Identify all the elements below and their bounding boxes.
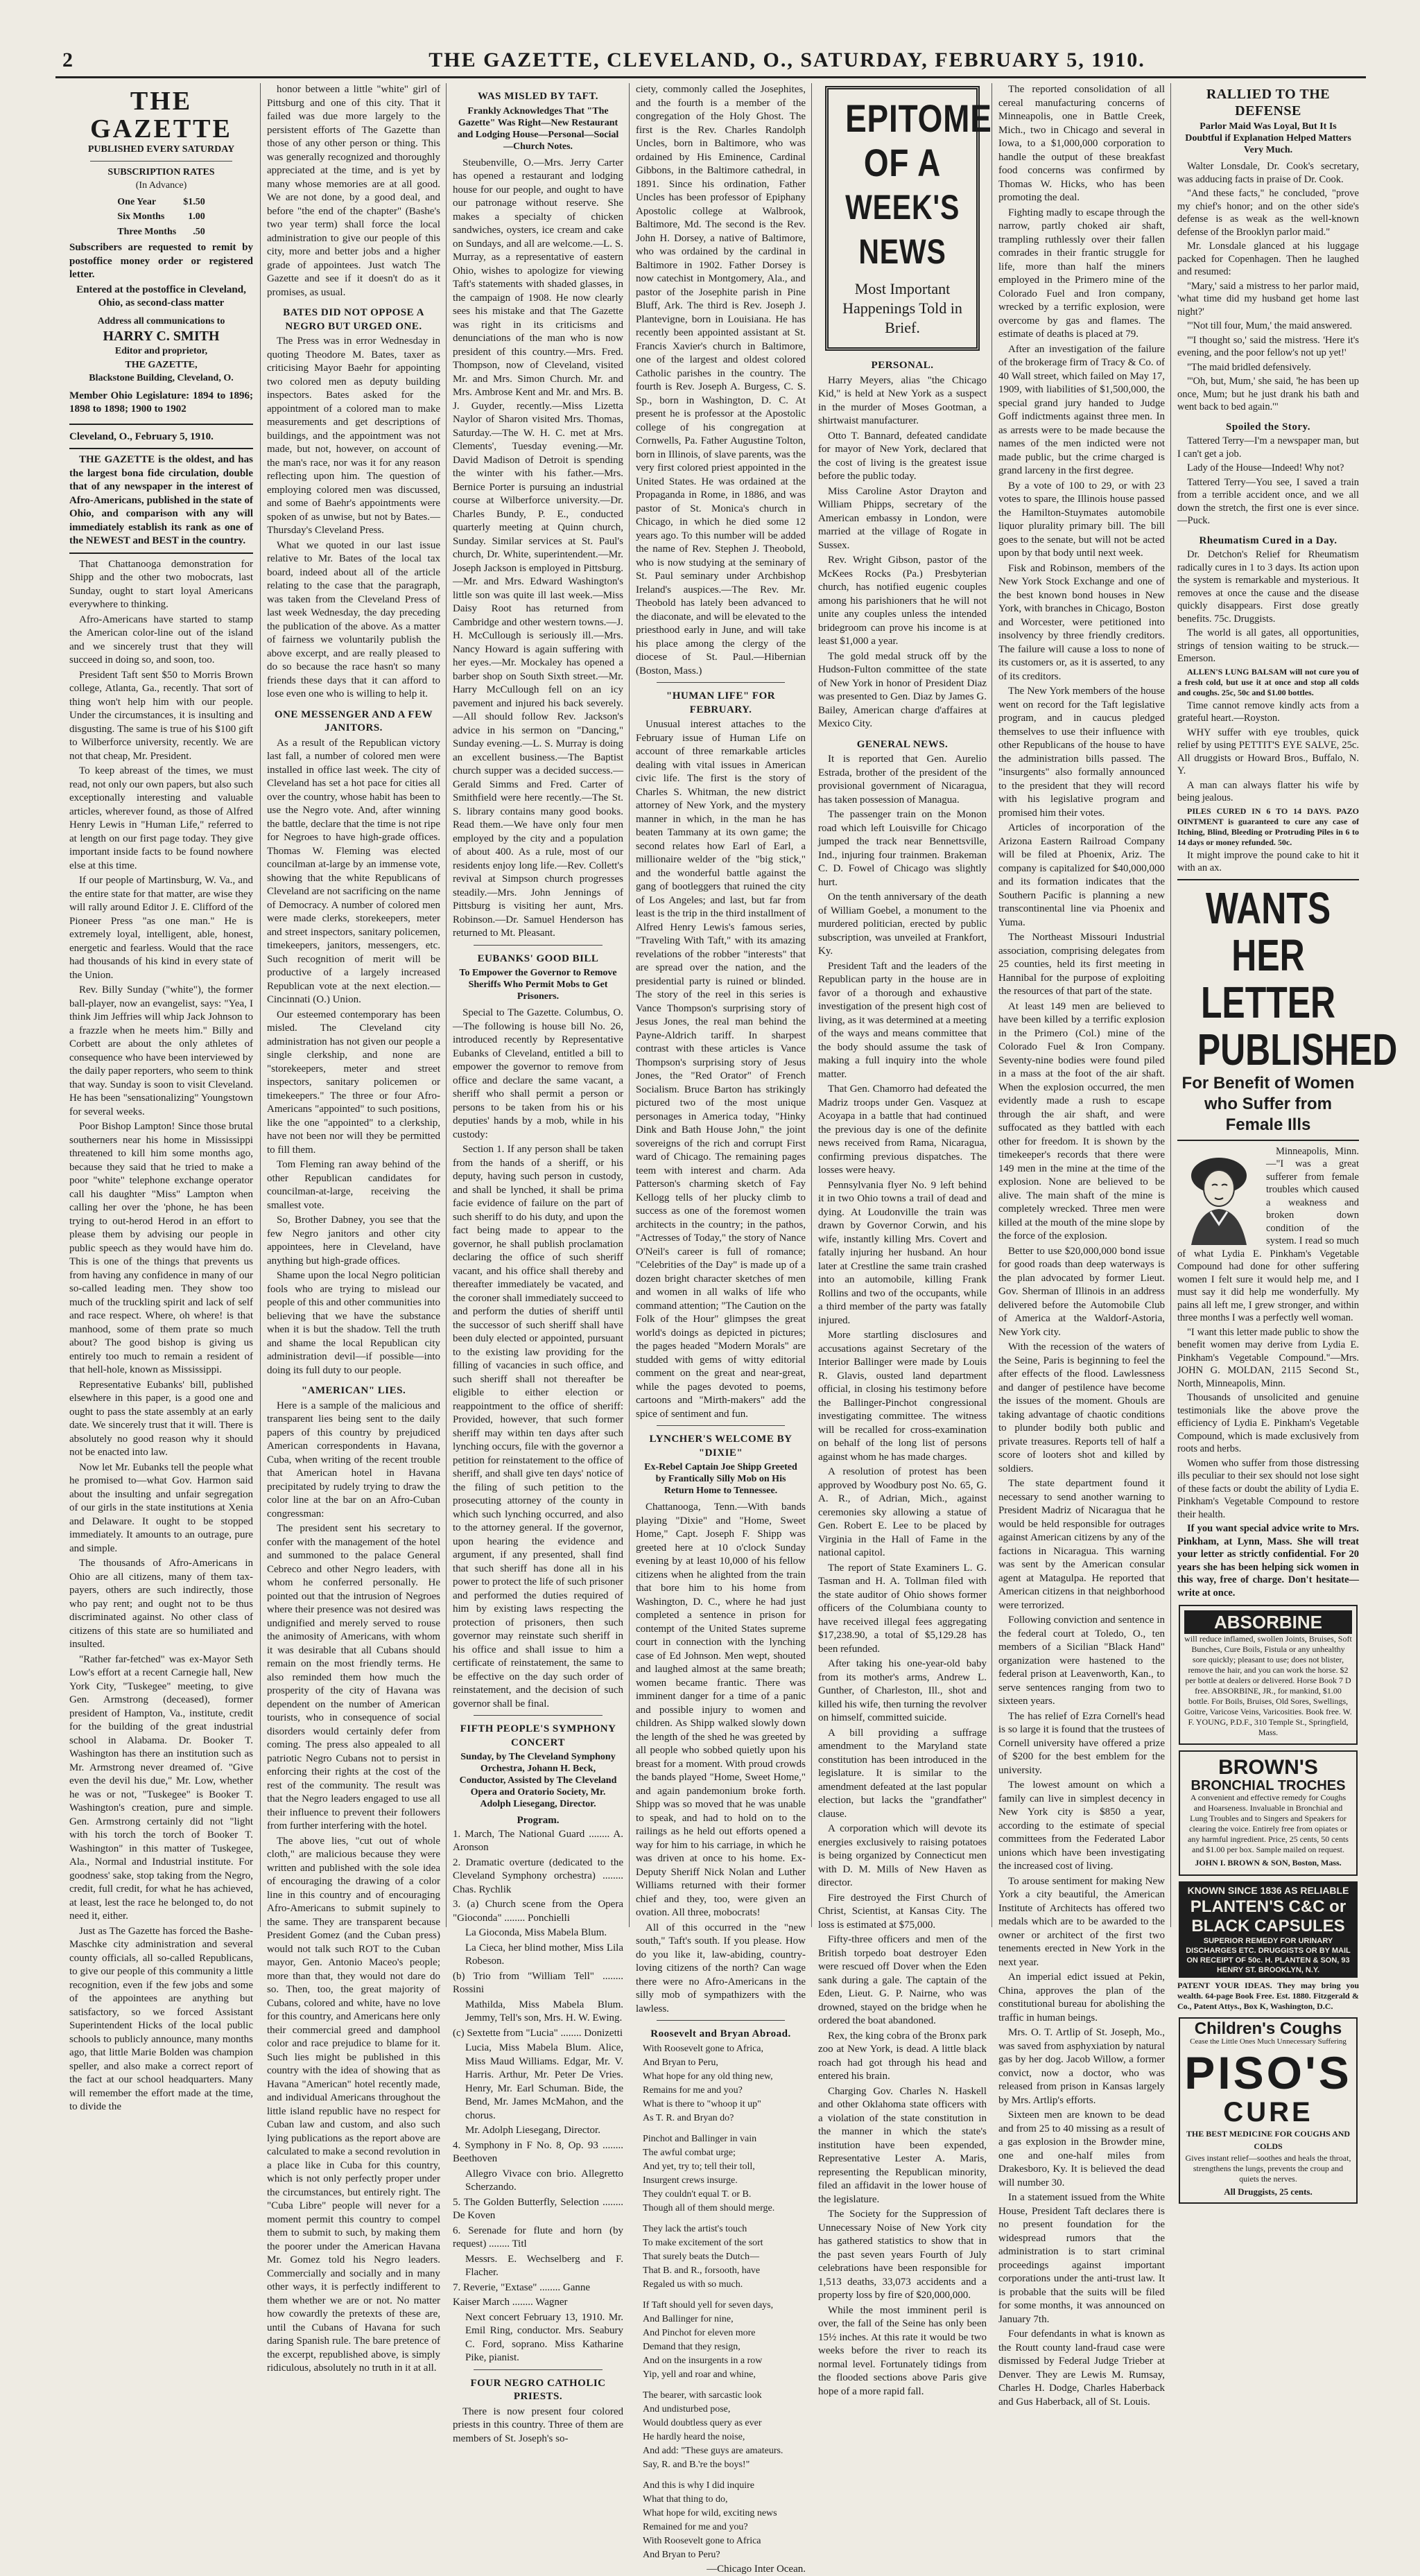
news-item: The state department found it necessary to send another warning to President Madriz of Nicaragua that he would be held responsible for outrages against American citizens by any of the factions in Nicaragua. This warning was sent by the American consular agent at Matagulpa. He reported that American citizens in that neighborhood were terrorized.: [998, 1477, 1165, 1612]
news-item: The Society for the Suppression of Unnecessary Noise of New York city has gathered statistics to show that in the past seven years Fourth of July celebrations have been responsible for 1,513 deaths, 33,073 accidents and a property loss by fire of $20,000,000.: [818, 2208, 987, 2303]
story-paragraph: Lady of the House—Indeed! Why not?: [1177, 462, 1359, 475]
news-item: Fire destroyed the First Church of Christ, Scientist, at Kansas City. The loss is estimated at $75,000.: [818, 1892, 987, 1933]
news-item: That Gen. Chamorro had defeated the Madriz troops under Gen. Vasquez at Acoyapa in a battle that had continued the previous day is one of the definite news received from Rama, Nicaragua, confirming previous dispatches. The losses were heavy.: [818, 1083, 987, 1178]
piso-price: All Druggists, 25 cents.: [1184, 2186, 1352, 2199]
epitome-of-a: OF A: [845, 141, 960, 185]
article-paragraph: honor between a little "white" girl of Pittsburg and one of this city. That it failed was due more largely to the persistent efforts of The Gazette than those of any other person or thing. This was generally recognized and thoroughly appreciated at the time, and is yet by many whose memories are at all good. We are not done, by a good deal, and before "the end of the chapter" (Bashe's two year term) shall force the local administration to give our people of this city, more and better jobs and a higher grade of appointees. Just watch The Gazette and see if it doesn't do as it promises, as usual.: [267, 83, 440, 299]
paper-name: THE GAZETTE: [69, 87, 253, 143]
subheadline: To Empower the Governor to Remove Sheriffs Who Permit Mobs to Get Prisoners.: [457, 967, 619, 1002]
program-item: 3. (a) Church scene from the Opera "Gioconda" ........ Ponchielli: [453, 1898, 623, 1925]
editorial-paragraph: If our people of Martinsburg, W. Va., and the entire state for that matter, are wise they will rally around Editor J. E. Clifford of the Pioneer Press "as one man." He is extremely loyal, intelligent, able, honest, energetic and fearless. Would that the race had thousands of his kind in every state of the Union.: [69, 874, 253, 982]
children-note: Cease the Little Ones Much Unnecessary Suffering: [1184, 2035, 1352, 2048]
poem-line: And add: "These guys are amateurs.: [643, 2445, 806, 2457]
program-item: 7. Reverie, "Extase" ........ Ganne: [453, 2281, 623, 2295]
poem-line: That B. and R., forsooth, have: [643, 2265, 806, 2277]
ad-headline: PUBLISHED: [1197, 1026, 1339, 1073]
news-item: The has relief of Ezra Cornell's head is so large it is found that the trustees of Cornell university have offered a prize of $200 for the best emblem for the university.: [998, 1710, 1165, 1778]
headline: Spoiled the Story.: [1177, 421, 1359, 434]
ad-paragraph: Dr. Detchon's Relief for Rheumatism radically cures in 1 to 3 days. Its action upon the system is remarkable and mysterious. It removes at once the cause and the disease quickly disappears. First dose greatly benefits. 75c. Druggists.: [1177, 548, 1359, 625]
headline: LYNCHER'S WELCOME BY "DIXIE": [636, 1433, 806, 1460]
rates-table: [113, 194, 209, 241]
article-paragraph: Shame upon the local Negro politician fools who are trying to mislead our people of this and other communities into believing that we have the substance when it is but the shadow. Tell the truth and shame the local Republican city administration devil—if possible—into doing its full duty to our people.: [267, 1269, 440, 1377]
poem-line: With Roosevelt gone to Africa: [643, 2535, 806, 2548]
entered-note: Entered at the postoffice in Cleveland, Ohio, as second-class matter: [69, 284, 253, 311]
dateline: Cleveland, O., February 5, 1910.: [69, 430, 253, 444]
news-item: To arouse sentiment for making New York a city beautiful, the American Institute of Architects has offered two medals which are to be awarded to the owner or architect of the first two tenements erected in New York in the next year.: [998, 1875, 1165, 1970]
news-item: A resolution of protest has been approved by Woodbury post No. 65, G. A. R., of Adrian, Mich., against ceremonies sky allowing a statue of Gen. Robert E. Lee to be placed by Virginia in the Hall of Fame in the national capitol.: [818, 1465, 987, 1560]
headline: Rheumatism Cured in a Day.: [1177, 534, 1359, 548]
quip-paragraph: A man can always flatter his wife by being jealous.: [1177, 779, 1359, 805]
article-paragraph: The president sent his secretary to confer with the management of the hotel and summoned to the palace General Cebreco and other Negro leaders, with whom he conferred personally. He pointed out that the intrusion of Negroes where their presence was not desired was undignified and merely served to rouse the animosity of Americans, with whom it was desirable that all Cubans should remain on the most friendly terms. He also reminded them how much the prosperity of the city of Havana was dependent on the number of American tourists, who in consequence of social disorders would certainly defer from coming. The press also appealed to all patriotic Negro Cubans not to persist in enforcing their rights at the cost of the rest of the community. The result was that the Negro leaders engaged to use all their influence to prevent their followers from further interfering with the hotel.: [267, 1522, 440, 1834]
program-item: 1. March, The National Guard ........ A. Aronson: [453, 1828, 623, 1855]
balsam-ad: ALLEN'S LUNG BALSAM will not cure you of a fresh cold, but use it at once and stop all colds and coughs. 25c, 50c and $1.00 bottles.: [1177, 667, 1359, 698]
article-paragraph: All of this occurred in the "new south," Taft's south. If you please. How do you like it, law-abiding, country-loving citizens of the north? Can wage there were no Afro-Americans in the silly mob of sympathizers with the lawless.: [636, 1922, 806, 2017]
news-item: Mrs. O. T. Artlip of St. Joseph, Mo., was saved from asphyxiation by natural gas by her dog. Jacob Willow, a former convict, now a doctor, who was released from prison in Kansas largely by Mrs. Artlip's efforts.: [998, 2026, 1165, 2107]
browns-ad: [1179, 1750, 1358, 1876]
poem-line: To make excitement of the sort: [643, 2237, 806, 2249]
column-rule: [811, 83, 812, 1927]
poem-line: What hope for wild, exciting news: [643, 2507, 806, 2520]
paper-address: Blackstone Building, Cleveland, O.: [69, 372, 253, 385]
news-item: After an investigation of the failure of the brokerage firm of Tracy & Co. of 40 Wall street, which failed on May 17, 1909, with liabilities of $1,500,000, the special grand jury handed to Judge Goff indictments against three men. In as arrests were to be made because the names of the men indicted were not made public, but the crime charged is grand larceny in the first degree.: [998, 343, 1165, 478]
capsules-ad: [1179, 1881, 1358, 1978]
address-all: Address all communications to: [69, 315, 253, 329]
news-item: Charging Gov. Charles N. Haskell and other Oklahoma state officers with a violation of the state constitution in the manner in which the state's institution have been expended, Representative Lester A. Maris, representing the Republican minority, filed an affidavit in the lower house of the legislature.: [818, 2085, 987, 2207]
poem-title: Roosevelt and Bryan Abroad.: [636, 2028, 806, 2042]
story-paragraph: "Mary,' said a mistress to her parlor maid, 'what time did my husband get home last night?': [1177, 280, 1359, 319]
poem-line: And Bryan to Peru?: [643, 2549, 806, 2561]
quip-paragraph: It might improve the pound cake to hit it with an ax.: [1177, 849, 1359, 875]
news-item: With the recession of the waters of the Seine, Paris is beginning to feel the after effects of the flood. Lawlessness and danger of pestilence have become the issues of the moment. Ghouls are taking advantage of chaotic conditions to plunder bodily both public and private treasures. Reports tell of half a score of looters shot and killed by soldiers.: [998, 1341, 1165, 1476]
news-item: Pennsylvania flyer No. 9 left behind it in two Ohio towns a trail of dead and dying. At Loudonville the train was drawn by Governor Corwin, and his wife, instantly killing Mrs. Covert and fatally injuring her husband. An hour later at Crestline the same train crashed into an automobile, killing Frank Rollins and two of the occupants, while a third member of the party was fatally injured.: [818, 1179, 987, 1328]
poem-line: Would doubtless query as ever: [643, 2417, 806, 2430]
poem-line: And Bryan to Peru,: [643, 2057, 806, 2069]
editorial-paragraph: The thousands of Afro-Americans in Ohio are all citizens, many of them tax-payers, others are such indirectly, those who pay rent; and ought not to be thus discriminated against. No other class of citizens of this state are so humiliated and insulted.: [69, 1557, 253, 1652]
program-item: (b) Trio from "William Tell" ........ Rossini: [453, 1970, 623, 1997]
article-paragraph: Special to The Gazette. Columbus, O.—The following is house bill No. 26, introduced recently by Representative Eubanks of Cleveland, entitled a bill to empower the governor to remove from office and declare the same vacant, a sheriff who shall permit a person or persons to be taken from his or his deputies' hands by a mob, while in his custody:: [453, 1007, 623, 1142]
poem-line: And Ballinger for nine,: [643, 2313, 806, 2326]
editorial-paragraph: To keep abreast of the times, we must read, not only our own papers, but also such exceptionally interesting and valuable articles, wherever found, as those of Alfred Henry Lewis in "Human Life," referred to at length on our first page today. They give important inside facts to be found nowhere else at this time.: [69, 765, 253, 873]
piso-text: Gives instant relief—soothes and heals the throat, strengthens the lungs, prevents the croup and quiets the nerves.: [1184, 2153, 1352, 2184]
poem-line: [643, 2216, 806, 2222]
published-line: PUBLISHED EVERY SATURDAY: [69, 143, 253, 157]
column-2: [267, 83, 440, 1927]
editorial-paragraph: Poor Bishop Lampton! Since those brutal southerners near his home in Mississippi threatened to kill him some months ago, because they said that he tried to make a poor "white" telephone exchange operator call his daughter "Miss" Lampton when calling her over the 'phone, he has been trying to out-herod Herod in an effort to please them by advising our people in public speech as they would have him do. This is one of the things that prevents us from having any confidence in many of our so-called leading men. They show too much of the truckling spirit and lack of self and race respect. Where, oh where! is that manhood, some of them prate so much about? The good bishop is giving us entirely too much to remain a resident of that hell-hole, known as Mississippi.: [69, 1120, 253, 1377]
poem: [636, 2043, 806, 2561]
poem-line: They lack the artist's touch: [643, 2223, 806, 2236]
poem-line: [643, 2383, 806, 2388]
concert-program: [453, 1828, 623, 2365]
news-item: The Northeast Missouri Industrial association, comprising delegates from 25 counties, held its first meeting in Hannibal for the purpose of exploiting the resources of that part of the state.: [998, 931, 1165, 999]
article-paragraph: Section 1. If any person shall be taken from the hands of a sheriff, or his deputy, having such person in custody, and shall be lynched, it shall be prima facie evidence of failure on the part of such sheriff to do his duty, and upon the fact being made to appear to the governor, he shall publish proclamation declaring the office of such sheriff vacant, and his office shall thereby and thereafter immediately be vacated, and the coroner shall immediately succeed to and perform the duties of sheriff until the successor of such sheriff shall have been duly elected or appointed, pursuant to the existing law providing for the filling of vacancies in such office, and such sheriff shall not thereafter be eligible to either election or reappointment to the office of sheriff: Provided, however, that such former sheriff may within ten days after such lynching occurs, file with the governor a petition for reinstatement to the office of sheriff, and shall give ten days' notice of the filing of such petition to the prosecuting attorney of the county in which such lynching occurred, and also to the attorney general. If the governor, upon hearing the evidence and argument, if any presented, shall find that such sheriff has done all in his power to protect the life of such prisoner and performed the duties required of him by existing laws respecting the protection of prisoners, then such governor may reinstate such sheriff in his office and shall issue to him a certificate of reinstatement, the same to be effective on the day such order of reinstatement, and the decision of such governor shall be final.: [453, 1143, 623, 1711]
news-item: A corporation which will devote its energies exclusively to raising potatoes is being organized by Connecticut men with D. M. Mills of New Haven as director.: [818, 1822, 987, 1890]
piso-ad: [1179, 2017, 1358, 2204]
program-item: La Gioconda, Miss Mabela Blum.: [453, 1926, 623, 1940]
poem-line: What that thing to do,: [643, 2494, 806, 2506]
headline: "HUMAN LIFE" FOR FEBRUARY.: [636, 690, 806, 717]
story-paragraph: "'Not till four, Mum,' the maid answered.: [1177, 320, 1359, 333]
article-paragraph: Our esteemed contemporary has been misled. The Cleveland city administration has not given our people a single clerkship, and none are "storekeepers, meter and street inspectors, sanitary policemen or timekeepers." The three or four Afro-Americans "appointed" to such positions, like the one "appointed" to a clerkship, have not been nor will they be permitted to fill them.: [267, 1009, 440, 1158]
column-1: [69, 83, 253, 1927]
poem-line: [643, 2292, 806, 2298]
subheadline: Frankly Acknowledges That "The Gazette" Was Right—New Restaurant and Lodging House—Personal—Social—Church Notes.: [457, 105, 619, 153]
poem-line: That surely beats the Dutch—: [643, 2251, 806, 2263]
article-paragraph: Steubenville, O.—Mrs. Jerry Carter has opened a restaurant and lodging house for our people, and ought to have our patronage without reserve. She makes a specialty of chicken sandwiches, oysters, ice cream and cake on Sundays, and all are welcome.—L. S. Murray, as a representative of eastern Ohio, wishes to apologize for viewing Taft's statements with shaded glasses, in the campaign of 1908. He now clearly sees his mistake and that The Gazette was right in its criticisms and denunciations of the man who is now president of this country.—Mrs. Fred. Thompson, now of Cleveland, visited Mr. and Mrs. Simon Church. Mr. and Mrs. Ambrose Kent and Mr. and Mrs. B. J. Guyder, recently.—Miss Lizetta Naylor of Sharon visited Mrs. Thomas, Saturday.—The W. H. C. met at Mrs. Clements', Tuesday evening.—Mr. David Madison of Detroit is spending the winter with his father.—Mrs. Bernice Porter is pursuing an industrial course at Wilberforce university.—Dr. Charles Bundy, P. E., conducted quarterly meeting at Quinn church, Sunday. Similar services at St. Paul's church, Dr. White, superintendent.—Mr. Joseph Jackson is employed in Pittsburg.—Mr. and Mrs. Edward Washington's little son was quite ill last week.—Miss Daisy Root has returned from Cambridge and other western towns.—J. H. McCullough is seriously ill.—Mrs. Nancy Howard is again suffering with her eyes.—Mr. Mockaley has opened a barber shop on South Sixth street.—Mr. Harry McCullough fell on an icy pavement and injured his back severely.—All should follow Rev. Jackson's advice in his sermon on "Dancing," Sunday evening.—L. S. Murray is doing an excellent business.—The Baptist church supper was a decided success.—Gerald Simms and Fred. Carter of Smithfield were here recently.—The St. S. library contains many good books. Read them.—We have only four men employed by the city and a population of about 400. As a rule, most of our residents enjoy long life.—Rev. Collett's revival at Simpson church progresses steadily.—Mrs. John Jennings of Pittsburg is visiting her aunt, Mrs. Robinson.—Dr. Samuel Henderson has returned to Mt. Pleasant.: [453, 157, 623, 941]
absorbine-text: will reduce inflamed, swollen Joints, Bruises, Soft Bunches, Cure Boils, Fistula or any unhealthy sore quickly; pleasant to use; does not blister, remove the hair, and you can work the horse. $2 per bottle at dealers or delivered. Horse Book 7 D free. ABSORBINE, JR., for mankind, $1.00 bottle. For Boils, Bruises, Old Sores, Swellings, Goitre, Varicose Veins, Varicosities. Book free. W. F. YOUNG, P.D.F., 310 Temple St., Springfield, Mass.: [1184, 1634, 1352, 1738]
news-item: A bill providing a suffrage amendment to the Maryland state constitution has been introduced in the legislature. It is similar to the amendment defeated at the last popular election, but lacks the "grandfather" clause.: [818, 1727, 987, 1822]
paper-caps: THE GAZETTE,: [69, 358, 253, 372]
rate-row: Six Months 1.00: [114, 210, 207, 224]
program-item: 4. Symphony in F No. 8, Op. 93 ........ Beethoven: [453, 2139, 623, 2166]
program-item: Mathilda, Miss Mabela Blum. Jemmy, Tell's son, Mrs. H. W. Ewing.: [453, 1999, 623, 2026]
browns-subtitle: BRONCHIAL TROCHES: [1184, 1779, 1352, 1793]
capsules-name: PLANTEN'S C&C or BLACK CAPSULES: [1181, 1897, 1355, 1936]
children-coughs: Children's Coughs: [1184, 2023, 1352, 2036]
headline: "AMERICAN" LIES.: [267, 1384, 440, 1398]
program-item: (c) Sextette from "Lucia" ........ Donizetti: [453, 2027, 623, 2041]
rates-note: (In Advance): [69, 179, 253, 193]
news-item: Four defendants in what is known as the Routt county land-fraud case were dismissed by Federal Judge Trieber at Denver. They are Lewis M. Rumsay, Charles H. Dodge, Charles Haberback and Gus Haberback, all of St. Louis.: [998, 2328, 1165, 2409]
news-item: Fighting madly to escape through the narrow, partly choked air shaft, trampling ruthlessly over their fallen comrades in their frantic struggle for life, more than half the miners employed in the Primero mine of the Colorado Fuel and Iron company, wrecked by a terrific explosion, were overcome by gas and flames. The estimate of deaths is placed at 79.: [998, 207, 1165, 342]
piso-title: PISO'S: [1184, 2048, 1352, 2097]
news-item: The passenger train on the Monon road which left Louisville for Chicago jumped the track near Bennettsville, Ind., injuring four trainmen. Brakeman C. D. Fowel of Chicago was slightly hurt.: [818, 808, 987, 889]
news-item: The reported consolidation of all cereal manufacturing concerns of Minneapolis, one in Battle Creek, Mich., two in Chicago and several in Iowa, to a $1,000,000 corporation to handle the output of these breakfast food concerns was confirmed by Thomas W. Hicks, who has been promoting the deal.: [998, 83, 1165, 205]
story-paragraph: "The maid bridled defensively.: [1177, 361, 1359, 374]
poem-line: As T. R. and Bryan do?: [643, 2112, 806, 2125]
editorial-paragraph: Representative Eubanks' bill, published elsewhere in this paper, is a good one and ought to pass the state assembly at an early date. We sincerely trust that it will. There is absolutely no good reason why it should not be enacted into law.: [69, 1379, 253, 1460]
poem-line: Insurgent crews insurge.: [643, 2175, 806, 2187]
article-paragraph: The Press was in error Wednesday in quoting Theodore M. Bates, taxer as criticising Mayor Baehr for appointing two colored men as deputy building inspectors. Bates asked for the appointment of a colored man to make measurements and get descriptions of buildings, and the appointment was not made, but not, however, on account of the man's race, nor was it for any reason reflecting upon him. The question of employing colored men was discussed, and some of Baehr's appointments were spoken of as unwise, but not by Bates.—Thursday's Cleveland Press.: [267, 335, 440, 538]
column-3: [453, 83, 623, 1927]
ad-testimonial: Women who suffer from those distressing ills peculiar to their sex should not lose sight of these facts or doubt the ability of Lydia E. Pinkham's Vegetable Compound to restore their health.: [1177, 1457, 1359, 1522]
news-item: President Taft and the leaders of the Republican party in the house are in favor of a thorough and exhaustive investigation of the present high cost of living, as it was determined at a meeting of the ways and means committee that the body should assume the task of making a full inquiry into the whole matter.: [818, 960, 987, 1082]
subscriber-note: Subscribers are requested to remit by postoffice money order or registered letter.: [69, 241, 253, 282]
news-item: The New York members of the house went on record for the Taft legislative program, and in caucus pledged themselves to use their influence with other Republicans of the house to have the administration bills passed. The "insurgents" also formally announced to the president that they will record with his legislative program and promised him their votes.: [998, 685, 1165, 820]
poem-line: The awful combat urge;: [643, 2147, 806, 2159]
headline: RALLIED TO THE DEFENSE: [1177, 86, 1359, 119]
article-paragraph: Unusual interest attaches to the February issue of Human Life on account of three remarkable articles dealing with vital issues in American civic life. The first is the story of Charles S. Whitman, the new district attorney of New York, and the mystery manner in which, in the man he has beaten Tammany at its own game; the second relates how Earl of Earl, a millionaire welder of the "big stick," and the wonderful battle against the gang of bootleggers that ruined the city of Los Angeles; and last, but far from least is the trip in the third installment of Alfred Henry Lewis's famous series, "Traveling With Taft," with its amazing revelations of the robber "interests" that are spread over the nation, and the presidential party is ruined or blinded. The story of the reel in this series is Vance Thompson's surprising story of Jesus Jones, the real man behind the Payne-Aldrich tariff. In sharpest contrast with these articles is Vance Thompson's surprising story of Jesus Jones, the "Red Orator" of French Socialism. Bruce Barton has strikingly pictured two of the most unique personages in America today, "Hinky Dink and Bath House John," the joint sovereigns of the rich and corrupt First ward of Chicago. The remaining pages teem with interest and charm. Ada Patterson's charming sketch of Fay Kellogg tells of her plucky climb to success as one of the foremost women architects in the country; in the pathos, "Actresses of Today," the story of Nance O'Neil's career is full of romance; "Celebrities of the Day" is made up of a dozen bright character sketches of men and women in all walks of life who command attention; "The Caution on the Folk of the Hour" glimpses the great world's doings as depicted in pictures; the pages headed "Modern Morals" are studded with gems of witty editorial comment on the great and near-great, while the pages devoted to poems, cartoons and "Mirth-makers" add the spice of sentiment and fun.: [636, 718, 806, 1421]
poem-line: If Taft should yell for seven days,: [643, 2299, 806, 2312]
absorbine-title: ABSORBINE: [1184, 1610, 1352, 1634]
woman-portrait-icon: [1177, 1148, 1261, 1245]
story-paragraph: Mr. Lonsdale glanced at his luggage packed for Copenhagen. Then he laughed and resumed:: [1177, 240, 1359, 279]
story-paragraph: "'I thought so,' said the mistress. 'Here it's evening, and the poor fellow's not up yet!': [1177, 334, 1359, 360]
news-item: More startling disclosures and accusations against Secretary of the Interior Ballinger were made by Louis R. Glavis, ousted land department official, in closing his testimony before the Ballinger-Pinchot congressional investigating committee. The witness will be recalled for cross-examination on behalf of the long list of persons against whom he has made charges.: [818, 1329, 987, 1464]
absorbine-ad: [1179, 1605, 1358, 1745]
poem-line: And undisturbed pose,: [643, 2403, 806, 2416]
poem-line: And on the insurgents in a row: [643, 2355, 806, 2367]
story-paragraph: Walter Lonsdale, Dr. Cook's secretary, was adducing facts in praise of Dr. Cook.: [1177, 160, 1359, 186]
subheadline: Sunday, by The Cleveland Symphony Orchestra, Johann H. Beck, Conductor, Assisted by The Cleveland Opera and Oratorio Society, Mr. Adolph Liesegang, Director.: [457, 1751, 619, 1810]
browns-title: BROWN'S: [1184, 1756, 1352, 1779]
poem-line: And yet, try to; tell their toll,: [643, 2161, 806, 2173]
news-item: Harry Meyers, alias "the Chicago Kid," is held at New York as a suspect in the murder of Moses Gootman, a shirtwaist manufacturer.: [818, 374, 987, 428]
rate-row: One Year $1.50: [114, 195, 207, 209]
poem-line: And this is why I did inquire: [643, 2480, 806, 2492]
epitome-subtitle: Most Important Happenings Told in Brief.: [833, 279, 972, 338]
epitome-box: [825, 86, 980, 351]
headline: EUBANKS' GOOD BILL: [453, 952, 623, 966]
news-item: Rev. Wright Gibson, pastor of the McKees Rocks (Pa.) Presbyterian church, has notified eugenic couples among his parishioners that he will not unite any couples unless the intended bridegroom can prove his income is at least $1,000 a year.: [818, 554, 987, 649]
poem-line: [643, 2473, 806, 2478]
editorial-paragraph: "Rather far-fetched" was ex-Mayor Seth Low's effort at a recent Carnegie hall, New York City, "Tuskegee" meeting, to give Gen. Armstrong (deceased), former president of Hampton, Va., institute, credit for the building of the great industrial school in Alabama. Dr. Booker T. Washington has there an institution such as Mr. Armstrong never dreamed of. "Give even the devil his due," Mr. Low, whether he was or not, "Tuskegee" is Booker T. Washington's creation, pure and simple. Gen. Armstrong certainly did not "light with his torch the torch of Booker T. Washington" in this matter of Tuskegee, Ala., Normal and Industrial institute. For goodness' sake, stop taking from the Negro, credit, full credit, for what he has achieved, at least, lest the race he belonged to, do not need it, either.: [69, 1653, 253, 1924]
piles-ad: PILES CURED IN 6 TO 14 DAYS. PAZO OINTMENT is guaranteed to cure any case of Itching, Blind, Bleeding or Protruding Piles in 6 to 14 days or money refunded. 50c.: [1177, 806, 1359, 848]
article-paragraph: So, Brother Dabney, you see that the few Negro janitors and other city appointees, here in Cleveland, have anything but high-grade offices.: [267, 1214, 440, 1268]
subheadline: Ex-Rebel Captain Joe Shipp Greeted by Frantically Silly Mob on His Return Home to Tennessee.: [640, 1461, 802, 1497]
ad-testimonial: Thousands of unsolicited and genuine testimonials like the above prove the efficiency of Lydia E. Pinkham's Vegetable Compound, which is made exclusively from roots and herbs.: [1177, 1391, 1359, 1456]
ad-testimonial: Minneapolis, Minn.—"I was a great sufferer from female troubles which caused a weakness and broken down condition of the system. I read so much of what Lydia E. Pinkham's Vegetable Compound had done for other suffering women I felt sure it would help me, and I must say it did help me wonderfully. My pains all left me, I grew stronger, and within three months I was a perfectly well woman.: [1177, 1145, 1359, 1325]
column-rule: [446, 83, 447, 1927]
news-item: Sixteen men are known to be dead and from 25 to 40 missing as a result of a gas explosion in the Browder mine, one and one-half miles from Drakesboro, Ky. It is believed the dead will number 30.: [998, 2109, 1165, 2190]
news-item: At least 149 men are believed to have been killed by a terrific explosion in the Primero (Col.) mine of the Colorado Fuel & Iron Company. Seventy-nine bodies were found piled in a mass at the foot of the air shaft. When the explosion occurred, the men evidently made a rush to escape through the air shaft, and were suffocated as they battled with each other for freedom. It is shown by the timekeeper's records that there were 149 men in the mine at the time of the explosion. None are believed to be alive. The main shaft of the mine is completely wrecked. Three men were killed at the mouth of the mine slope by the force of the explosion.: [998, 1000, 1165, 1244]
editor-name: HARRY C. SMITH: [69, 328, 253, 345]
story-paragraph: Tattered Terry—You see, I saved a train from a terrible accident once, and we all down the stretch, the first one is ever since.—Puck.: [1177, 476, 1359, 528]
news-item: After taking his one-year-old baby from its mother's arms, Andrew L. Gunther, of Charleston, Ill., shot and killed his wife, then turning the revolver on himself, committed suicide.: [818, 1657, 987, 1725]
poem-line: The bearer, with sarcastic look: [643, 2390, 806, 2402]
headline: WAS MISLED BY TAFT.: [453, 90, 623, 104]
eye-salve-ad: WHY suffer with eye troubles, quick relief by using PETTIT'S EYE SALVE, 25c. All druggists or Howard Bros., Buffalo, N. Y.: [1177, 726, 1359, 778]
epitome-title: EPITOME: [845, 96, 960, 141]
news-item: Articles of incorporation of the Arizona Eastern Railroad Company will be filed at Phoenix, Ariz. The company is capitalized for $40,000,000 and its formation indicates that the Southern Pacific is planning a new transcontinental line via Phoenix and Yuma.: [998, 821, 1165, 930]
column-6: [998, 83, 1165, 1927]
browns-address: JOHN I. BROWN & SON, Boston, Mass.: [1184, 1856, 1352, 1870]
program-item: Next concert February 13, 1910. Mr. Emil Ring, conductor. Mrs. Seabury C. Ford, soprano. Miss Katharine Pike, pianist.: [453, 2311, 623, 2365]
column-5: [818, 83, 987, 1927]
editorial-paragraph: That Chattanooga demonstration for Shipp and the other two mobocrats, last Sunday, ought to start loyal Americans everywhere to thinking.: [69, 558, 253, 612]
news-item: Fisk and Robinson, members of the New York Stock Exchange and one of the best known bond houses in New York, with branches in Chicago, Boston and Worcester, were petitioned into insolvency by three friendly creditors. The failure will cause a loss to none of its customers or, as it is asserted, to any of its creditors.: [998, 562, 1165, 684]
poem-line: Demand that they resign,: [643, 2341, 806, 2353]
story-paragraph: "And these facts," he concluded, "prove my chief's honor; and on the other side's defense is as weak as the well-known defense of the Brooklyn parlor maid.": [1177, 187, 1359, 238]
headline: BATES DID NOT OPPOSE A NEGRO BUT URGED ONE.: [267, 306, 440, 333]
story-paragraph: Tattered Terry—I'm a newspaper man, but I can't get a job.: [1177, 435, 1359, 460]
quote-paragraph: Time cannot remove kindly acts from a grateful heart.—Royston.: [1177, 699, 1359, 725]
column-rule: [629, 83, 630, 1927]
program-label: Program.: [453, 1814, 623, 1828]
program-item: Kaiser March ........ Wagner: [453, 2296, 623, 2310]
news-item: Otto T. Bannard, defeated candidate for mayor of New York, declared that the cost of living is the greatest issue before the public today.: [818, 430, 987, 484]
news-item: The gold medal struck off by the Hudson-Fulton committee of the state of New York in honor of President Diaz was presented to Gen. Diaz by James G. Bailey, American charge d'affaires at Mexico City.: [818, 650, 987, 731]
news-item: Rex, the king cobra of the Bronx park zoo at New York, is dead. A little black roach had got through his head and entered his brain.: [818, 2030, 987, 2084]
poem-source: —Chicago Inter Ocean.: [636, 2563, 806, 2576]
headline: FIFTH PEOPLE'S SYMPHONY CONCERT: [453, 1723, 623, 1750]
poem-line: Yip, yell and roar and whine,: [643, 2369, 806, 2381]
section-heading: PERSONAL.: [818, 359, 987, 373]
gazette-nameplate: [69, 87, 253, 425]
ad-subheadline: For Benefit of Women who Suffer from Female Ills: [1177, 1073, 1359, 1135]
editorial-paragraph: Just as The Gazette has forced the Bashe-Maschke city administration and several county officials, all so-called Republicans, to give our people of this community a little recognition, even if the few jobs and some of the appointees are anything but satisfactory, so we forced Assistant Superintendent Hicks of the local public schools to publicly announce, many months ago, that little Marie Bolden was champion speller, and also make a correct report of the fact at our school headquarters. Many will remember the effort made at the time, to divide the: [69, 1925, 253, 2114]
program-item: 5. The Golden Butterfly, Selection ........ De Koven: [453, 2196, 623, 2223]
rate-row: Three Months .50: [114, 225, 207, 239]
article-paragraph: The above lies, "cut out of whole cloth," are malicious because they were written and published with the sole idea of encouraging the drawing of a color line in this country and of encouraging Afro-Americans to submit supinely to the same. They are transparent because President Gomez (and the Cuban press) would not talk such ROT to the Cuban mayor, Gen. Antonio Maceo's people; more than that, they would not dare do so. Then, too, the great majority of Cubans, colored and white, have no love for this country, and Americans here only their commercial greed and damphool color and race prejudice to blame for it. Such lies might be published in this country with the idea of showing that as Havana "American" hotel recently made, and individual Americans throughout the little island republic have no respect for Cuban law and custom, and also such lying publications as the report above are calculated to make a second revolution in a place like in Cuba for this country, which is not only perfectly proper under the circumstances, but entirely right. The "Cuba Libre" people will never for a moment permit this country to compel them to submit to such, by making them the poorer under the American Havana Mr. Gomez told his Negro leaders. Commercially and socially and in many other ways, it is perfectly indifferent to them whether we are or not. No matter how cowardly the pretexts of these are, until the Cubans of Havana for such daring Spanish rule. The bare pretence of the excerpt, republished above, is simply ridiculous, absolutely no truth in it at all.: [267, 1835, 440, 2376]
poem-line: Remained for me and you?: [643, 2521, 806, 2534]
news-item: Fifty-three officers and men of the British torpedo boat destroyer Eden were rescued off Dover when the Eden sank during a gale. The captain of the Eden, Lieut. G. P. Nairne, who was drowned, stayed on the bridge when he ordered the boat abandoned.: [818, 1933, 987, 2028]
poem-line: He hardly heard the noise,: [643, 2431, 806, 2444]
poem-line: Pinchot and Ballinger in vain: [643, 2133, 806, 2146]
headline: ONE MESSENGER AND A FEW JANITORS.: [267, 708, 440, 736]
news-item: The report of State Examiners L. G. Tasman and H. A. Tollman filed with the state auditor of Ohio shows former officers of the Columbiana county to have received illegal fees aggregating $17,238.90, a total of $5,129.28 has been refunded.: [818, 1562, 987, 1657]
capsules-bottom: SUPERIOR REMEDY FOR URINARY DISCHARGES ETC. DRUGGISTS OR BY MAIL ON RECEIPT OF 50c. H. PLANTEN & SON, 93 HENRY ST. BROOKLYN, N.Y.: [1181, 1936, 1355, 1975]
legislature-note: Member Ohio Legislature: 1894 to 1896; 1898 to 1898; 1900 to 1902: [69, 390, 253, 417]
article-paragraph: Tom Fleming ran away behind of the other Republican candidates for councilman-at-large, receiving the smallest vote.: [267, 1158, 440, 1212]
poem-line: Though all of them should merge.: [643, 2202, 806, 2215]
quote-paragraph: The world is all gates, all opportunities, strings of tension waiting to be struck.—Emerson.: [1177, 627, 1359, 665]
program-item: 2. Dramatic overture (dedicated to the Cleveland Symphony orchestra) ........ Chas. Rychlik: [453, 1856, 623, 1897]
news-item: An imperial edict issued at Pekin, China, approves the plan of the constitutional bureau for abolishing the traffic in human beings.: [998, 1971, 1165, 2025]
program-item: La Cieca, her blind mother, Miss Lila Robeson.: [453, 1942, 623, 1969]
news-item: While the most imminent peril is over, the fall of the Seine has only been 15½ inches. At this rate it would be two weeks before the river to reach its normal level. Fortunately tidings from the flooded sections above Paris give hope of a more rapid fall.: [818, 2304, 987, 2399]
article-paragraph: Here is a sample of the malicious and transparent lies being sent to the daily papers of this country by prejudiced American correspondents in Havana, Cuba, when writing of the recent trouble that American hotel in Havana precipitated by rudely trying to draw the color line at the bar on an Afro-Cuban congressman:: [267, 1400, 440, 1522]
rates-title: SUBSCRIPTION RATES: [69, 166, 253, 180]
editorial-paragraph: Now let Mr. Eubanks tell the people what he promised to—what Gov. Harmon said about the insulting and unfair segregation of our girls in the state institutions at Xenia and Delaware. It ought to be stopped immediately. It amounts to an outrage, pure and simple.: [69, 1461, 253, 1556]
news-item: Following conviction and sentence in the federal court at Toledo, O., ten members of a Sicilian "Black Hand" organization were hastened to the federal prison at Leavenworth, Kan., to serve sentences ranging from two to sixteen years.: [998, 1614, 1165, 1709]
poem-line: What is there to "whoop it up": [643, 2098, 806, 2111]
article-paragraph: Chattanooga, Tenn.—With bands playing "Dixie" and "Home, Sweet Home," Capt. Joseph F. Shipp was greeted here at 10 o'clock Sunday evening by at least 10,000 of his fellow citizens when he alighted from the train that bore him to his home from Washington, D. C., where he had just completed a sentence in prison for contempt of the United States supreme court in connection with the lynching case of Ed Johnson. Men wept, shouted and laughed almost at the same breath; women became frantic. There was imminent danger for a time of a panic and possible injury to women and children. As Shipp walked slowly down the length of the shed he was greeted by all people who sobbed quietly upon his breast for a moment. With proud crowds the bands played "Home, Sweet Home," and again pandemonium broke forth. Shipp was so moved that he was unable to speak, and had to hold on to the railings as he held out efforts opened a way for him to his carriage, in which he was driven at once to his home. Ex-Deputy Sheriff Nick Nolan and Luther Williams returned with their former chief and they, too, were given an ovation. All three, mobocrats!: [636, 1501, 806, 1920]
masthead-title: THE GAZETTE, CLEVELAND, O., SATURDAY, FEBRUARY 5, 1910.: [236, 49, 1338, 72]
browns-text: A convenient and effective remedy for Coughs and Hoarseness. Invaluable in Bronchial and Lung Troubles and to Singers and Speakers for clearing the voice. Entirely free from opiates or any harmful ingredient. Price, 25 cents, 50 cents and $1.00 per box. Sample mailed on request.: [1184, 1793, 1352, 1855]
masthead: [55, 46, 1366, 78]
capsules-top: KNOWN SINCE 1836 AS RELIABLE: [1181, 1884, 1355, 1897]
piso-tagline: THE BEST MEDICINE FOR COUGHS AND COLDS: [1184, 2127, 1352, 2153]
page-number: 2: [62, 49, 73, 72]
poem-line: Remains for me and you?: [643, 2085, 806, 2097]
ad-testimonial: If you want special advice write to Mrs. Pinkham, at Lynn, Mass. She will treat your letter as strictly confidential. For 20 years she has been helping sick women in this way, free of charge. Don't hesitate—write at once.: [1177, 1522, 1359, 1599]
program-item: Messrs. E. Wechselberg and F. Flacher.: [453, 2253, 623, 2280]
poem-line: [643, 2126, 806, 2132]
column-rule: [1170, 83, 1171, 1927]
poem-line: Regaled us with so much.: [643, 2279, 806, 2291]
editorial-paragraph: Afro-Americans have started to stamp the American color-line out of the island and we sincerely trust that they will succeed in doing so, and soon, too.: [69, 613, 253, 668]
patent-ad: PATENT YOUR IDEAS. They may bring you wealth. 64-page Book Free. Est. 1880. Fitzgerald & Co., Patent Attys., Box K, Washington, D.C.: [1177, 1981, 1359, 2012]
poem-line: With Roosevelt gone to Africa,: [643, 2043, 806, 2055]
ad-headline: WANTS HER: [1197, 885, 1339, 979]
headline: FOUR NEGRO CATHOLIC PRIESTS.: [453, 2377, 623, 2404]
news-item: By a vote of 100 to 29, or with 23 votes to spare, the Illinois house passed the Hamilton-Stuymates automobile liquor plurality primary bill. The bill goes to the senate, but will not be acted upon by that body until next week.: [998, 480, 1165, 561]
column-7: [1177, 83, 1359, 1927]
epitome-weeks-news: WEEK'S NEWS: [845, 185, 960, 274]
news-item: It is reported that Gen. Aurelio Estrada, brother of the president of the provisional government of Nicaragua, has taken possession of Managua.: [818, 753, 987, 807]
news-item: Better to use $20,000,000 bond issue for good roads than deep waterways is the plan advocated by former Lieut. Gov. Sherman of Illinois in an address delivered before the Automobile Club of America at the Waldorf-Astoria, New York city.: [998, 1245, 1165, 1340]
program-item: Mr. Adolph Liesegang, Director.: [453, 2124, 623, 2138]
editorial-paragraph: President Taft sent $50 to Morris Brown college, Atlanta, Ga., recently. That sort of thing won't help him with our people. Under the circumstances, it is insulting and disgusting. The same is true of his $100 gift to Wilberforce university, recently. We are not that cheap, Mr. President.: [69, 669, 253, 764]
story-paragraph: "'Oh, but, Mum,' she said, 'he has been up once, Mum; but he just drank his bath and went back to bed again.'": [1177, 375, 1359, 414]
subheadline: Parlor Maid Was Loyal, But It Is Doubtful if Explanation Helped Matters Very Much.: [1181, 121, 1355, 156]
news-item: The lowest amount on which a family can live in simplest decency in New York city is $850 a year, according to the estimate of special committees from the Federated Labor unions which have been investigating the increased cost of living.: [998, 1779, 1165, 1874]
program-item: Lucia, Miss Mabela Blum. Alice, Miss Maud Williams. Edgar, Mr. V. Harris. Arthur, Mr. Peter De Vries. Henry, Mr. Earl Schuman. Bide, the Bend, Mr. James McMahon, and the chorus.: [453, 2042, 623, 2123]
poem-line: And Pinchot for eleven more: [643, 2327, 806, 2340]
article-paragraph: As a result of the Republican victory last fall, a number of colored men were installed in office last week. The city of Cleveland has set a hot pace for cities all over the country, whose habit has been to use the Negro vote. And, after winning the battle, declare that the time is not ripe for Negroes to have high-grade offices. Thomas W. Fleming was elected councilman at-large by an immense vote, showing that the white Republicans of Cleveland are not sacrificing on the name of Democracy. A number of colored men were made clerks, storekeepers, meter and street inspectors, sanitary policemen, timekeepers, janitors, messengers, etc. Such recognition of merit will be productive of a largely increased Republican vote at the next election.—Cincinnati (O.) Union.: [267, 737, 440, 1007]
poem-line: Say, R. and B.'re the boys!": [643, 2459, 806, 2471]
news-item: Miss Caroline Astor Drayton and William Phipps, secretary of the American embassy in London, were married at the village of Rogate in Sussex.: [818, 485, 987, 553]
article-paragraph: ciety, commonly called the Josephites, and the fourth is a member of the congregation of the Holy Ghost. The first is the Rev. Charles Randolph Uncles, born in Baltimore, who was ordained by His Eminence, Cardinal Gibbons, in the Baltimore cathedral, in 1891. Since his ordination, Father Uncles has been professor of Epiphany Apostolic college at Walbrook, Baltimore, Md. The second is the Rev. John H. Dorsey, a native of Baltimore, who was ordained by the cardinal in Baltimore in 1902. Father Dorsey is now catechist in Montgomery, Ala., and pastor of the Josephite parish in Pine Bluff, Ark. The third is Rev. Joseph J. Plantevigne, born in Louisiana. He has recently been appointed assistant at St. Francis Xavier's church in Baltimore, one of the largest and oldest colored Catholic parishes in the country. The fourth is Rev. Joseph A. Burgess, C. S. Sp., born in Washington, D. C. At present he is professor at the Apostolic college of his congregation at Cornwells, Pa. Father Augustine Tolton, born in Illinois, of slave parents, was the very first colored priest appointed in the United States. He was ordained at the Propaganda in Rome, in 1886, and was pastor of St. Monica's church in Chicago, in which he died some 12 years ago. To this number will be added the name of Rev. Stephen J. Theobold, who is now studying at the seminary of St. Paul seminary under Archbishop Ireland's auspices.—The Rev. Mr. Theobold has lately been advanced to the diaconate, and will be elevated to the priesthood early in June, and will take his place among the clergy of the diocese of St. Paul.—Hibernian (Boston, Mass.): [636, 83, 806, 678]
poem-line: What hope for any old thing new,: [643, 2071, 806, 2083]
article-paragraph: What we quoted in our last issue relative to Mr. Bates of the local tax board, indeed about all of the article relating to the case that the paragraph, was taken from the Cleveland Press of last week Wednesday, the day preceding the publication of the above. As a matter of fairness we voluntarily publish the above excerpt, and are really pleased to do so because the race hasn't so many friends these days that it can afford to lose even one who is willing to help it.: [267, 539, 440, 702]
news-item: In a statement issued from the White House, President Taft declares there is no present foundation for the widespread rumors that the administration is to start criminal proceedings against important corporations under the anti-trust law. It is probable that the suits will be filed for some months, it was announced on January 7th.: [998, 2191, 1165, 2326]
ad-headline: LETTER: [1197, 979, 1339, 1026]
piso-cure: CURE: [1184, 2097, 1352, 2127]
program-item: Allegro Vivace con brio. Allegretto Scherzando.: [453, 2168, 623, 2195]
poem-line: They couldn't equal T. or B.: [643, 2188, 806, 2201]
circulation-claim: THE GAZETTE is the oldest, and has the largest bona fide circulation, double that of any newspaper in the interest of Afro-Americans, published in the state of Ohio, and comparison with any will immediately establish its rank as one of the NEWEST and BEST in the country.: [69, 453, 253, 548]
ad-testimonial: "I want this letter made public to show the benefit women may derive from Lydia E. Pinkham's Vegetable Compound."—Mrs. JOHN G. MOLDAN, 2115 Second St., North, Minneapolis, Minn.: [1177, 1326, 1359, 1391]
column-rule: [260, 83, 261, 1927]
editorial-paragraph: Rev. Billy Sunday ("white"), the former ball-player, now an evangelist, says: "Yea, I think Jim Jeffries will whip Jack Johnson to a frazzle when he meets him." Billy and Corbett are about the only athletes of consequence who have been interviewed by the daily paper reporters, who seem to think that way. Sunday is soon to visit Cleveland. He has been "sensationalizing" Youngstown for several weeks.: [69, 984, 253, 1119]
editor-role: Editor and proprietor,: [69, 345, 253, 358]
article-paragraph: There is now present four colored priests in this country. Three of them are members of St. Joseph's so-: [453, 2405, 623, 2446]
column-4: [636, 83, 806, 1927]
news-item: On the tenth anniversary of the death of William Goebel, a monument to the murdered politician, erected by public subscription, was unveiled at Frankfort, Ky.: [818, 891, 987, 959]
section-heading: GENERAL NEWS.: [818, 738, 987, 752]
program-item: 6. Serenade for flute and horn (by request) ........ Titl: [453, 2225, 623, 2252]
